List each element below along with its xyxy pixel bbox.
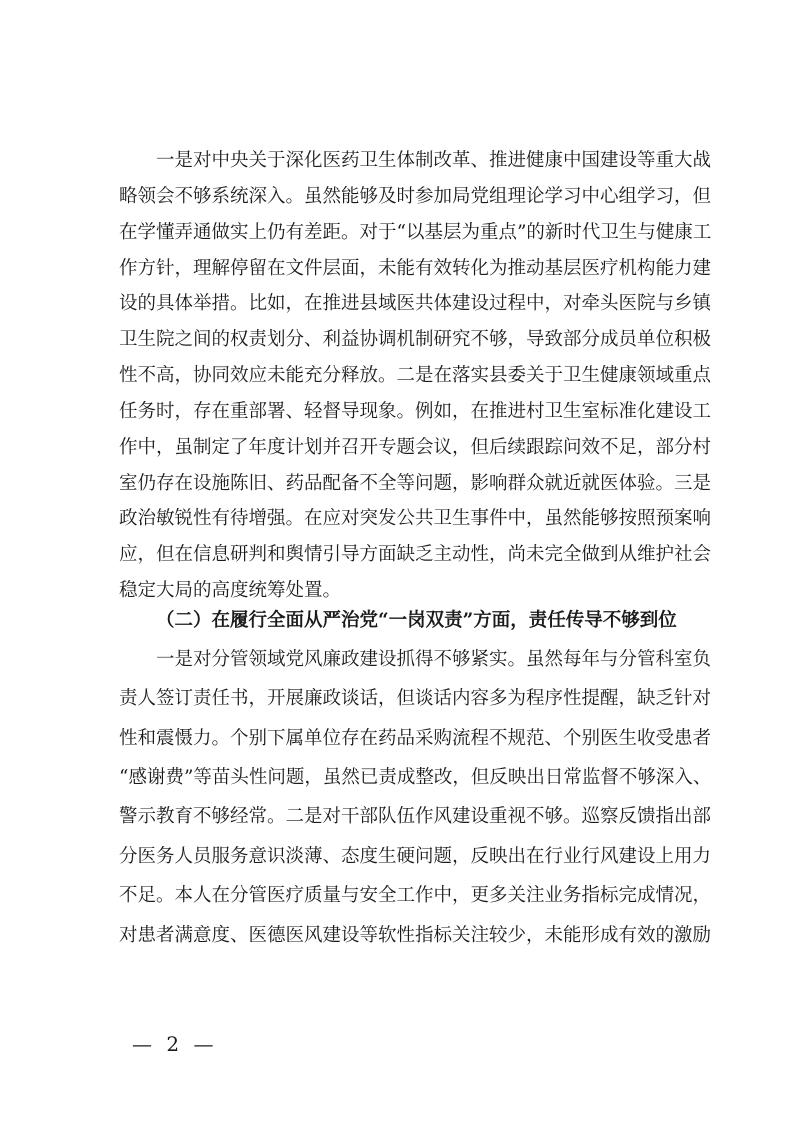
text-line: 不足。本人在分管医疗质量与安全工作中，更多关注业务指标完成情况，: [119, 885, 712, 906]
text-line: 室仍存在设施陈旧、药品配备不全等问题，影响群众就近就医体验。三是: [119, 473, 712, 494]
text-line: 性和震慑力。个别下属单位存在药品采购流程不规范、个别医生收受患者: [119, 728, 712, 749]
text-line: 分医务人员服务意识淡薄、态度生硬问题，反映出在行业行风建设上用力: [119, 846, 712, 867]
text-line: 稳定大局的高度统筹处置。: [119, 580, 342, 601]
text-line: 一是对中央关于深化医药卫生体制改革、推进健康中国建设等重大战: [156, 150, 712, 171]
text-line: 作中，虽制定了年度计划并召开专题会议，但后续跟踪问效不足，部分村: [119, 437, 712, 458]
text-line: 应，但在信息研判和舆情引导方面缺乏主动性，尚未完全做到从维护社会: [119, 544, 712, 565]
page-number: — 2 —: [132, 1032, 218, 1056]
section-heading: （二）在履行全面从严治党“一岗双责”方面，责任传导不够到位: [156, 610, 677, 631]
text-line: 性不高，协同效应未能充分释放。二是在落实县委关于卫生健康领域重点: [119, 365, 712, 386]
text-line: 略领会不够系统深入。虽然能够及时参加局党组理论学习中心组学习，但: [119, 186, 712, 207]
text-line: 在学懂弄通做实上仍有差距。对于“以基层为重点”的新时代卫生与健康工: [119, 222, 712, 243]
text-line: 任务时，存在重部署、轻督导现象。例如，在推进村卫生室标准化建设工: [119, 401, 712, 422]
text-line: 政治敏锐性有待增强。在应对突发公共卫生事件中，虽然能够按照预案响: [119, 508, 712, 529]
text-line: 对患者满意度、医德医风建设等软性指标关注较少，未能形成有效的激励: [119, 925, 712, 946]
text-line: 一是对分管领域党风廉政建设抓得不够紧实。虽然每年与分管科室负: [156, 649, 712, 670]
text-line: 责人签订责任书，开展廉政谈话，但谈话内容多为程序性提醒，缺乏针对: [119, 688, 712, 709]
text-line: “感谢费”等苗头性问题，虽然已责成整改，但反映出日常监督不够深入、: [119, 767, 712, 788]
text-line: 作方针，理解停留在文件层面，未能有效转化为推动基层医疗机构能力建: [119, 258, 712, 279]
text-line: 设的具体举措。比如，在推进县域医共体建设过程中，对牵头医院与乡镇: [119, 293, 712, 314]
text-line: 警示教育不够经常。二是对干部队伍作风建设重视不够。巡察反馈指出部: [119, 806, 712, 827]
text-line: 卫生院之间的权责划分、利益协调机制研究不够，导致部分成员单位积极: [119, 329, 712, 350]
